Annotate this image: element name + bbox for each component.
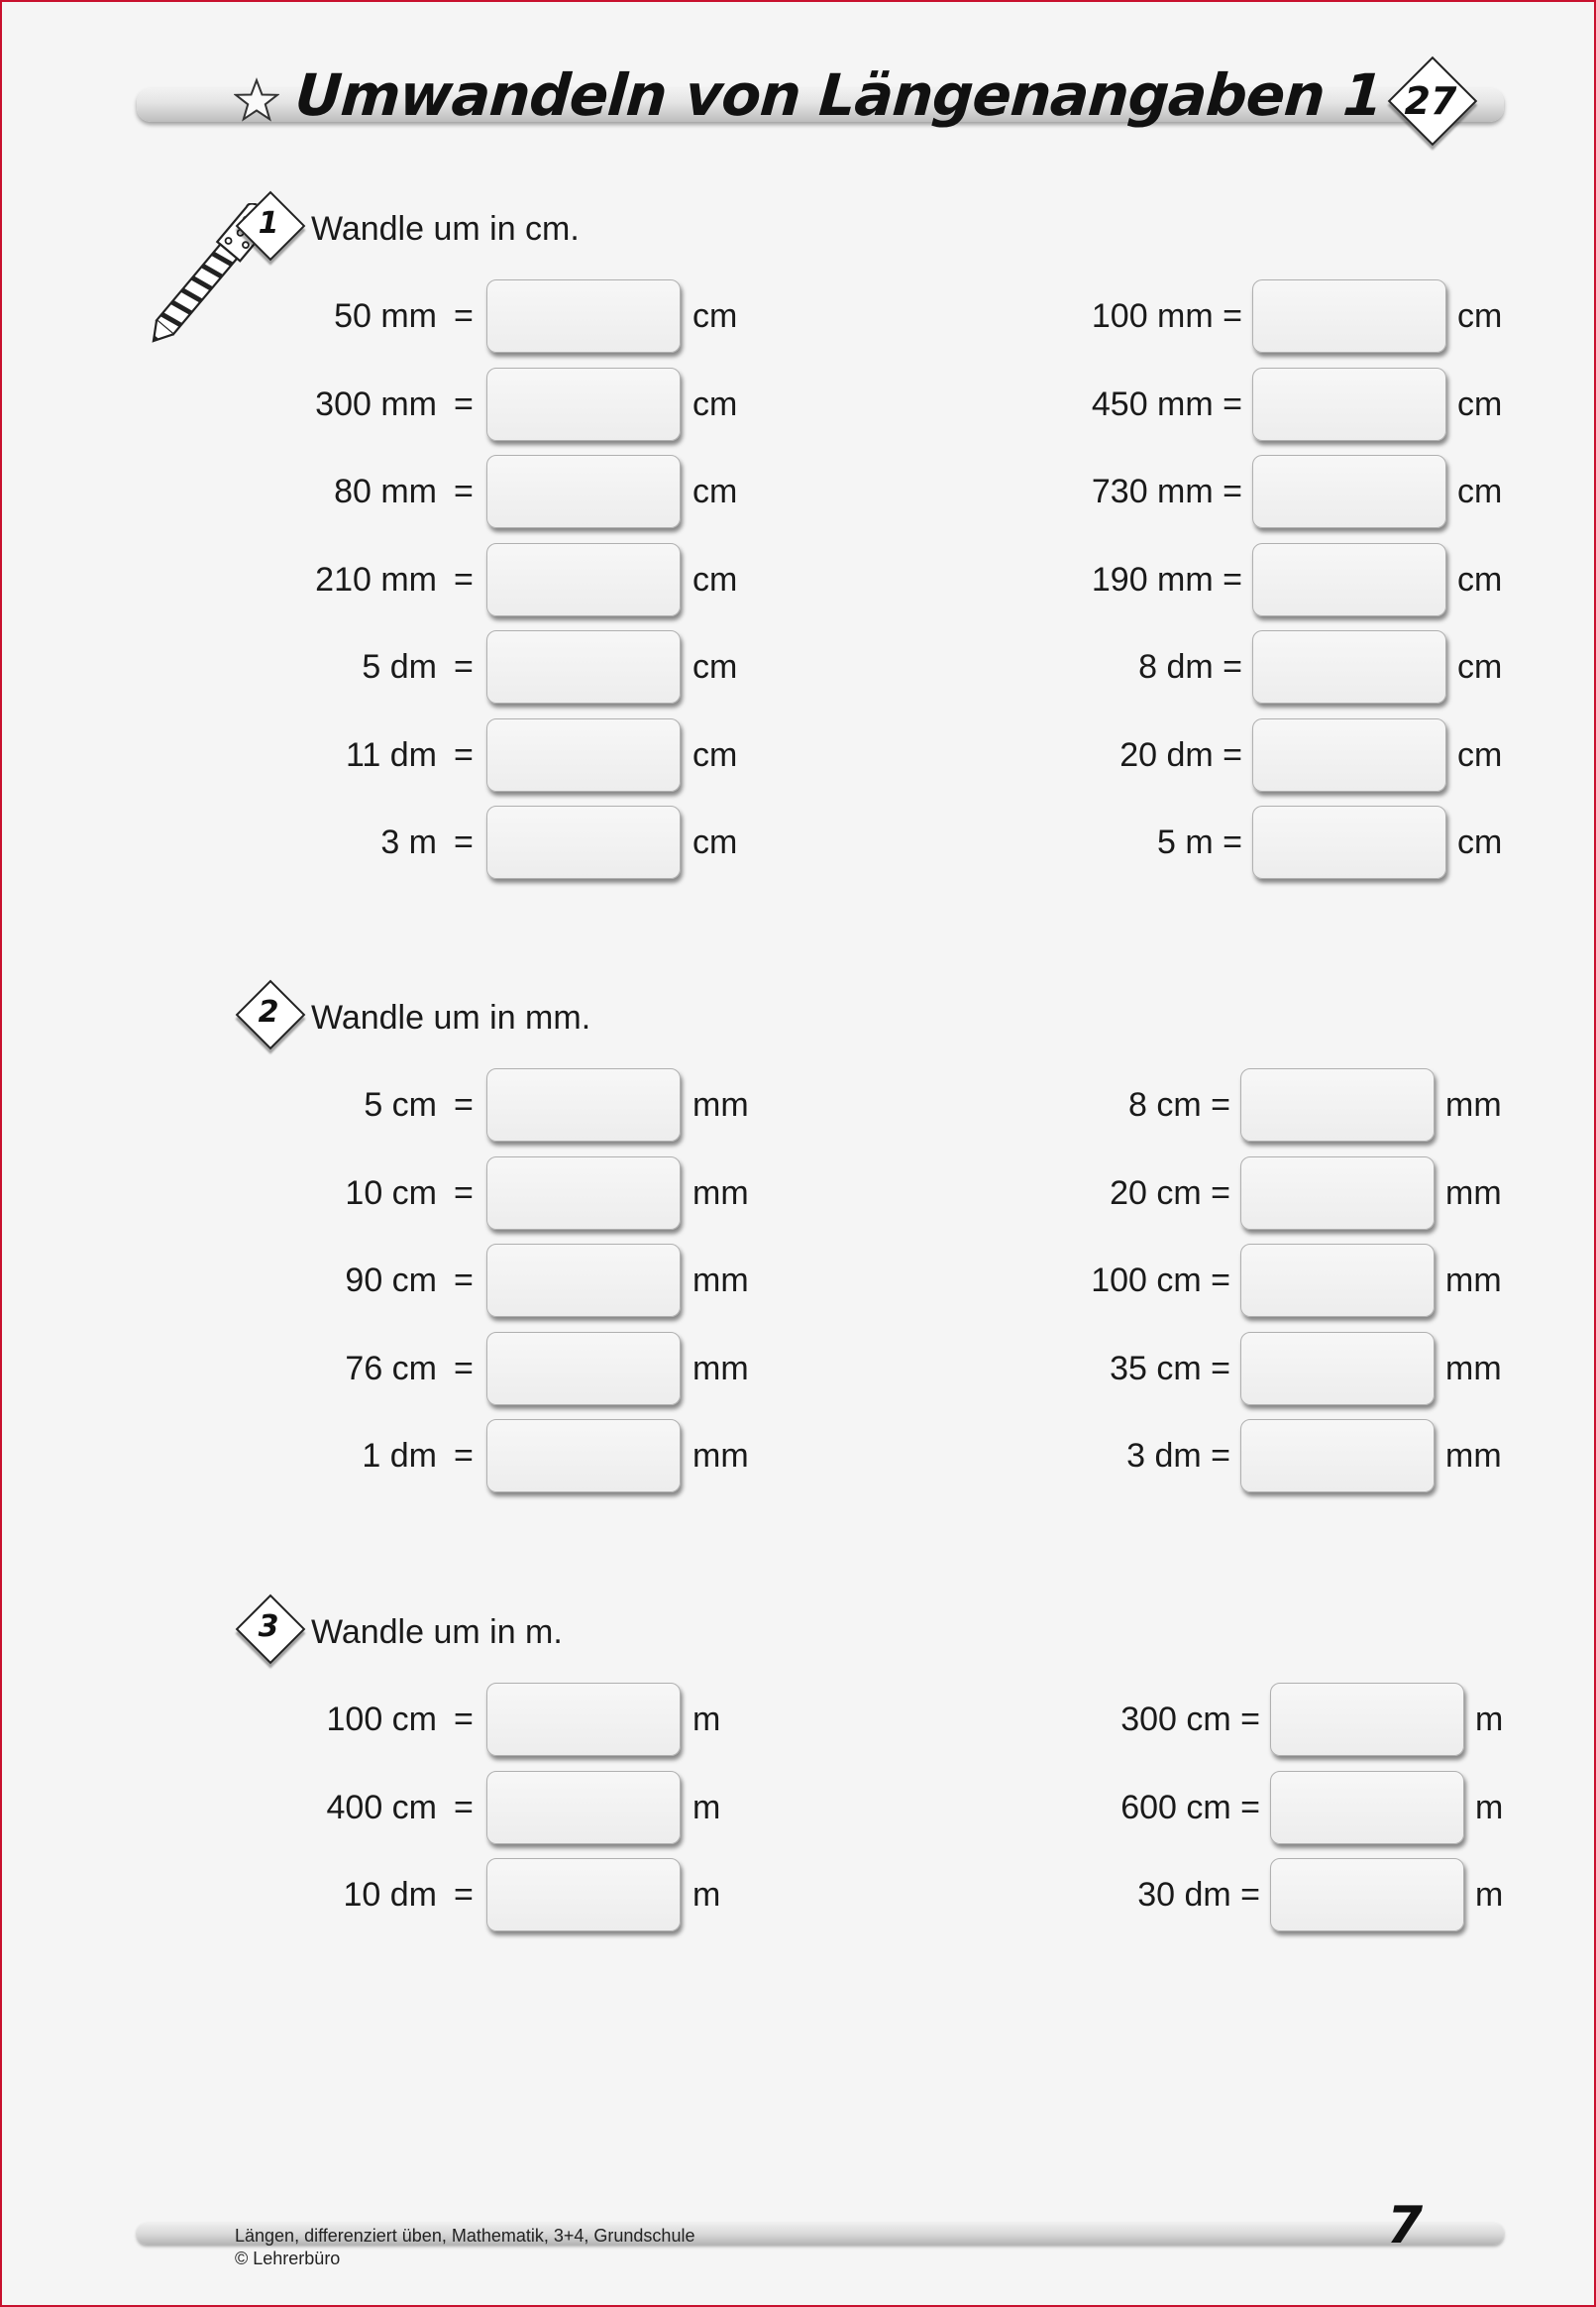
- target-unit: cm: [1457, 735, 1503, 774]
- target-unit: mm: [1445, 1349, 1502, 1387]
- answer-box[interactable]: [1270, 1683, 1464, 1756]
- exercise-row: [0, 806, 1545, 883]
- answer-box[interactable]: [1240, 1332, 1435, 1405]
- page-number: 7: [1387, 2196, 1424, 2255]
- given-length: 5 dm: [362, 648, 437, 686]
- given-length: 210 mm: [315, 560, 437, 599]
- answer-box[interactable]: [1240, 1156, 1435, 1230]
- answer-box[interactable]: [1252, 279, 1446, 353]
- exercise-row: [0, 1068, 1545, 1146]
- answer-box[interactable]: [1240, 1419, 1435, 1492]
- target-unit: m: [692, 1876, 721, 1914]
- given-length: 35 cm =: [1110, 1349, 1230, 1387]
- target-unit: mm: [692, 1349, 749, 1387]
- given-length: 400 cm: [326, 1788, 437, 1826]
- answer-box[interactable]: [1252, 368, 1446, 441]
- exercise-row: [0, 543, 1545, 620]
- equals-sign: =: [454, 1173, 474, 1212]
- equals-sign: =: [454, 473, 474, 510]
- given-length: 1 dm: [362, 1437, 437, 1475]
- sheet-number: 27: [1404, 79, 1457, 123]
- given-length: 8 cm =: [1128, 1086, 1230, 1124]
- answer-box[interactable]: [1270, 1858, 1464, 1931]
- given-length: 3 dm =: [1126, 1437, 1230, 1475]
- exercise-row: [0, 1683, 1545, 1760]
- equals-sign: =: [454, 1876, 474, 1914]
- equals-sign: =: [454, 1437, 474, 1475]
- target-unit: m: [1475, 1788, 1504, 1826]
- exercise-row: [0, 279, 1545, 357]
- task-3-title: Wandle um in m.: [311, 1613, 563, 1651]
- given-length: 50 mm: [334, 297, 437, 335]
- target-unit: m: [1475, 1701, 1504, 1738]
- equals-sign: =: [454, 824, 474, 861]
- equals-sign: =: [454, 1086, 474, 1124]
- given-length: 600 cm =: [1120, 1788, 1260, 1826]
- answer-box[interactable]: [1252, 718, 1446, 792]
- given-length: 10 dm: [343, 1876, 437, 1914]
- exercise-row: [0, 368, 1545, 445]
- target-unit: cm: [1457, 297, 1503, 335]
- target-unit: cm: [692, 473, 738, 510]
- target-unit: cm: [692, 384, 738, 423]
- equals-sign: =: [454, 1701, 474, 1738]
- given-length: 300 cm =: [1120, 1701, 1260, 1738]
- answer-box[interactable]: [1252, 806, 1446, 879]
- target-unit: cm: [1457, 824, 1503, 861]
- target-unit: mm: [1445, 1262, 1502, 1299]
- answer-box[interactable]: [1252, 543, 1446, 616]
- exercise-row: [0, 1156, 1545, 1234]
- exercise-row: [0, 1858, 1545, 1935]
- task-2-number: 2: [258, 995, 279, 1030]
- answer-box[interactable]: [1240, 1244, 1435, 1317]
- exercise-row: [0, 455, 1545, 532]
- target-unit: cm: [1457, 384, 1503, 423]
- target-unit: m: [1475, 1876, 1504, 1914]
- target-unit: mm: [692, 1262, 749, 1299]
- exercise-row: [0, 1771, 1545, 1848]
- target-unit: mm: [1445, 1173, 1502, 1212]
- equals-sign: =: [454, 1349, 474, 1387]
- exercise-row: [0, 1244, 1545, 1321]
- target-unit: cm: [1457, 648, 1503, 686]
- target-unit: cm: [1457, 473, 1503, 510]
- target-unit: mm: [692, 1437, 749, 1475]
- given-length: 10 cm: [345, 1173, 437, 1212]
- given-length: 11 dm: [346, 735, 437, 774]
- given-length: 80 mm: [334, 473, 437, 510]
- target-unit: cm: [692, 560, 738, 599]
- target-unit: cm: [692, 735, 738, 774]
- answer-box[interactable]: [1270, 1771, 1464, 1844]
- given-length: 300 mm: [315, 384, 437, 423]
- equals-sign: =: [454, 735, 474, 774]
- given-length: 20 dm =: [1119, 735, 1242, 774]
- given-length: 90 cm: [345, 1262, 437, 1299]
- target-unit: mm: [1445, 1086, 1502, 1124]
- footer-publication: Längen, differenziert üben, Mathematik, 3+4, Grundschule: [235, 2226, 695, 2246]
- target-unit: mm: [692, 1086, 749, 1124]
- given-length: 730 mm =: [1091, 473, 1242, 510]
- given-length: 100 mm =: [1091, 297, 1242, 335]
- equals-sign: =: [454, 1788, 474, 1826]
- target-unit: cm: [692, 297, 738, 335]
- target-unit: mm: [692, 1173, 749, 1212]
- answer-box[interactable]: [1240, 1068, 1435, 1142]
- given-length: 30 dm =: [1137, 1876, 1260, 1914]
- exercise-row: [0, 718, 1545, 796]
- given-length: 450 mm =: [1091, 384, 1242, 423]
- given-length: 100 cm: [326, 1701, 437, 1738]
- given-length: 76 cm: [345, 1349, 437, 1387]
- target-unit: cm: [1457, 560, 1503, 599]
- equals-sign: =: [454, 560, 474, 599]
- given-length: 3 m: [380, 824, 437, 861]
- equals-sign: =: [454, 1262, 474, 1299]
- footer-copyright: © Lehrerbüro: [235, 2249, 341, 2268]
- star-icon: [234, 77, 279, 123]
- given-length: 20 cm =: [1110, 1173, 1230, 1212]
- equals-sign: =: [454, 384, 474, 423]
- task-3-number: 3: [258, 1609, 279, 1644]
- target-unit: mm: [1445, 1437, 1502, 1475]
- answer-box[interactable]: [1252, 630, 1446, 704]
- given-length: 5 cm: [364, 1086, 437, 1124]
- equals-sign: =: [454, 297, 474, 335]
- target-unit: m: [692, 1788, 721, 1826]
- page-title: Umwandeln von Längenangaben 1: [292, 61, 1385, 129]
- task-2-title: Wandle um in mm.: [311, 999, 591, 1037]
- exercise-row: [0, 1419, 1545, 1496]
- given-length: 8 dm =: [1138, 648, 1242, 686]
- exercise-row: [0, 1332, 1545, 1409]
- target-unit: cm: [692, 824, 738, 861]
- given-length: 190 mm =: [1091, 560, 1242, 599]
- target-unit: m: [692, 1701, 721, 1738]
- task-1-number: 1: [258, 206, 279, 241]
- equals-sign: =: [454, 648, 474, 686]
- given-length: 5 m =: [1157, 824, 1242, 861]
- answer-box[interactable]: [1252, 455, 1446, 528]
- given-length: 100 cm =: [1091, 1262, 1230, 1299]
- task-1-title: Wandle um in cm.: [311, 210, 580, 248]
- target-unit: cm: [692, 648, 738, 686]
- exercise-row: [0, 630, 1545, 708]
